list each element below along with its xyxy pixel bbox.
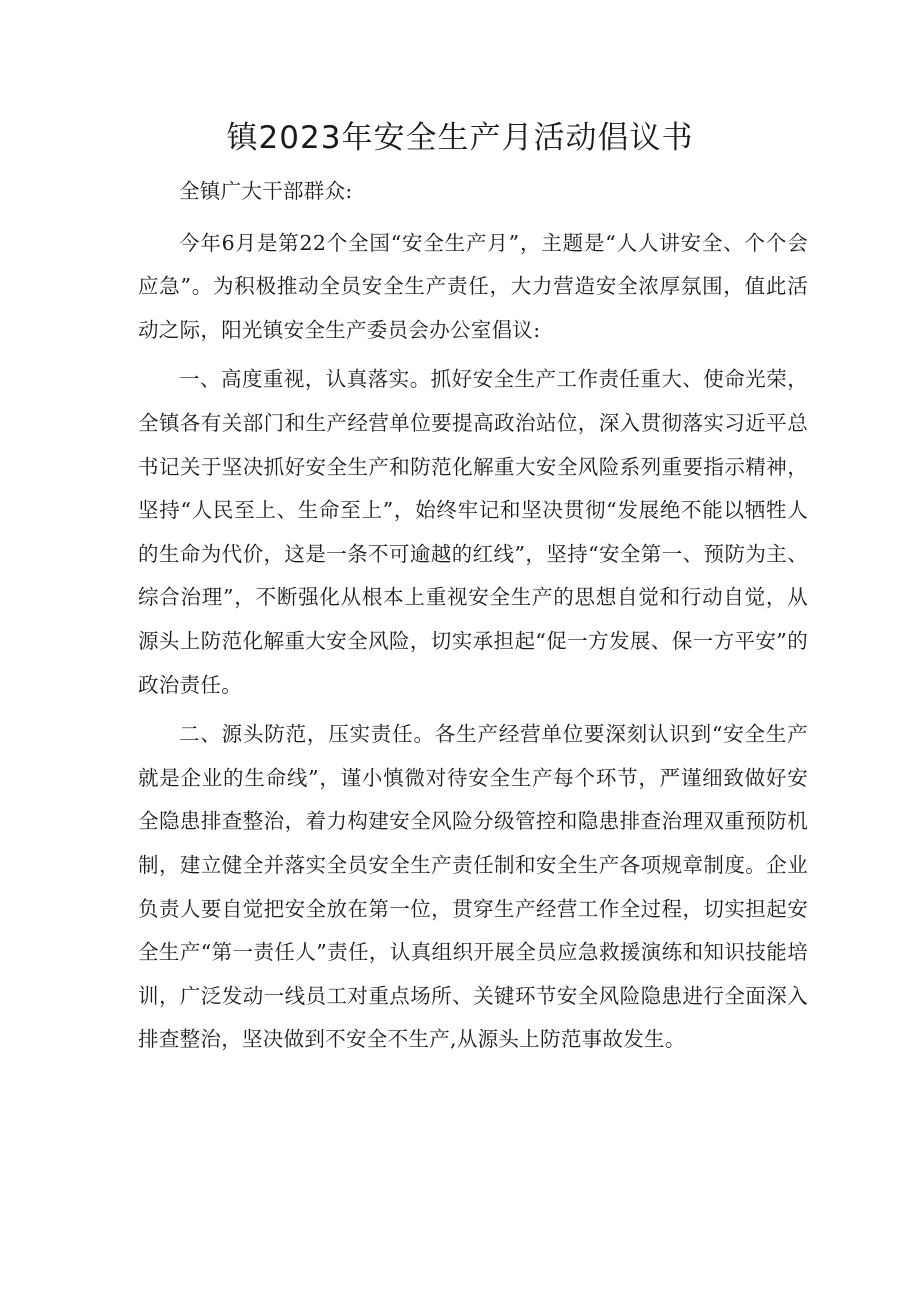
document-body: [138, 170, 808, 1068]
salutation: 全镇广大干部群众:: [179, 179, 353, 203]
paragraph-section-two: 二、源头防范，压实责任。各生产经营单位要深刻认识到“安全生产就是企业的生命线”，谨小慎微对待安全生产每个环节，严谨细致做好安全隐患排查整治，着力构建安全风险分级管控和隐患排查治理双重预防机制，建立健全并落实全员安全生产责任制和安全生产各项规章制度。企业负责人要自觉把安全放在第一位，贯穿生产经营工作全过程，切实担起安全生产“第一责任人”责任，认真组织开展全员应急救援演练和知识技能培训，广泛发动一线员工对重点场所、关键环节安全风险隐患进行全面深入排查整治，坚决做到不安全不生产,从源头上防范事故发生。: [138, 722, 808, 1052]
paragraph-section-one: 一、高度重视，认真落实。抓好安全生产工作责任重大、使命光荣，全镇各有关部门和生产经营单位要提高政治站位，深入贯彻落实习近平总书记关于坚决抓好安全生产和防范化解重大安全风险系列重要指示精神，坚持“人民至上、生命至上”，始终牢记和坚决贯彻“发展绝不能以牺牲人的生命为代价，这是一条不可逾越的红线”，坚持“安全第一、预防为主、综合治理”，不断强化从根本上重视安全生产的思想自觉和行动自觉，从源头上防范化解重大安全风险，切实承担起“促一方发展、保一方平安”的政治责任。: [138, 367, 808, 697]
paragraph-intro: 今年6月是第22个全国“安全生产月”，主题是“人人讲安全、个个会应急”。为积极推动全员安全生产责任，大力营造安全浓厚氛围，值此活动之际，阳光镇安全生产委员会办公室倡议:: [138, 230, 808, 342]
document-title: 镇2023年安全生产月活动倡议书: [226, 120, 694, 156]
